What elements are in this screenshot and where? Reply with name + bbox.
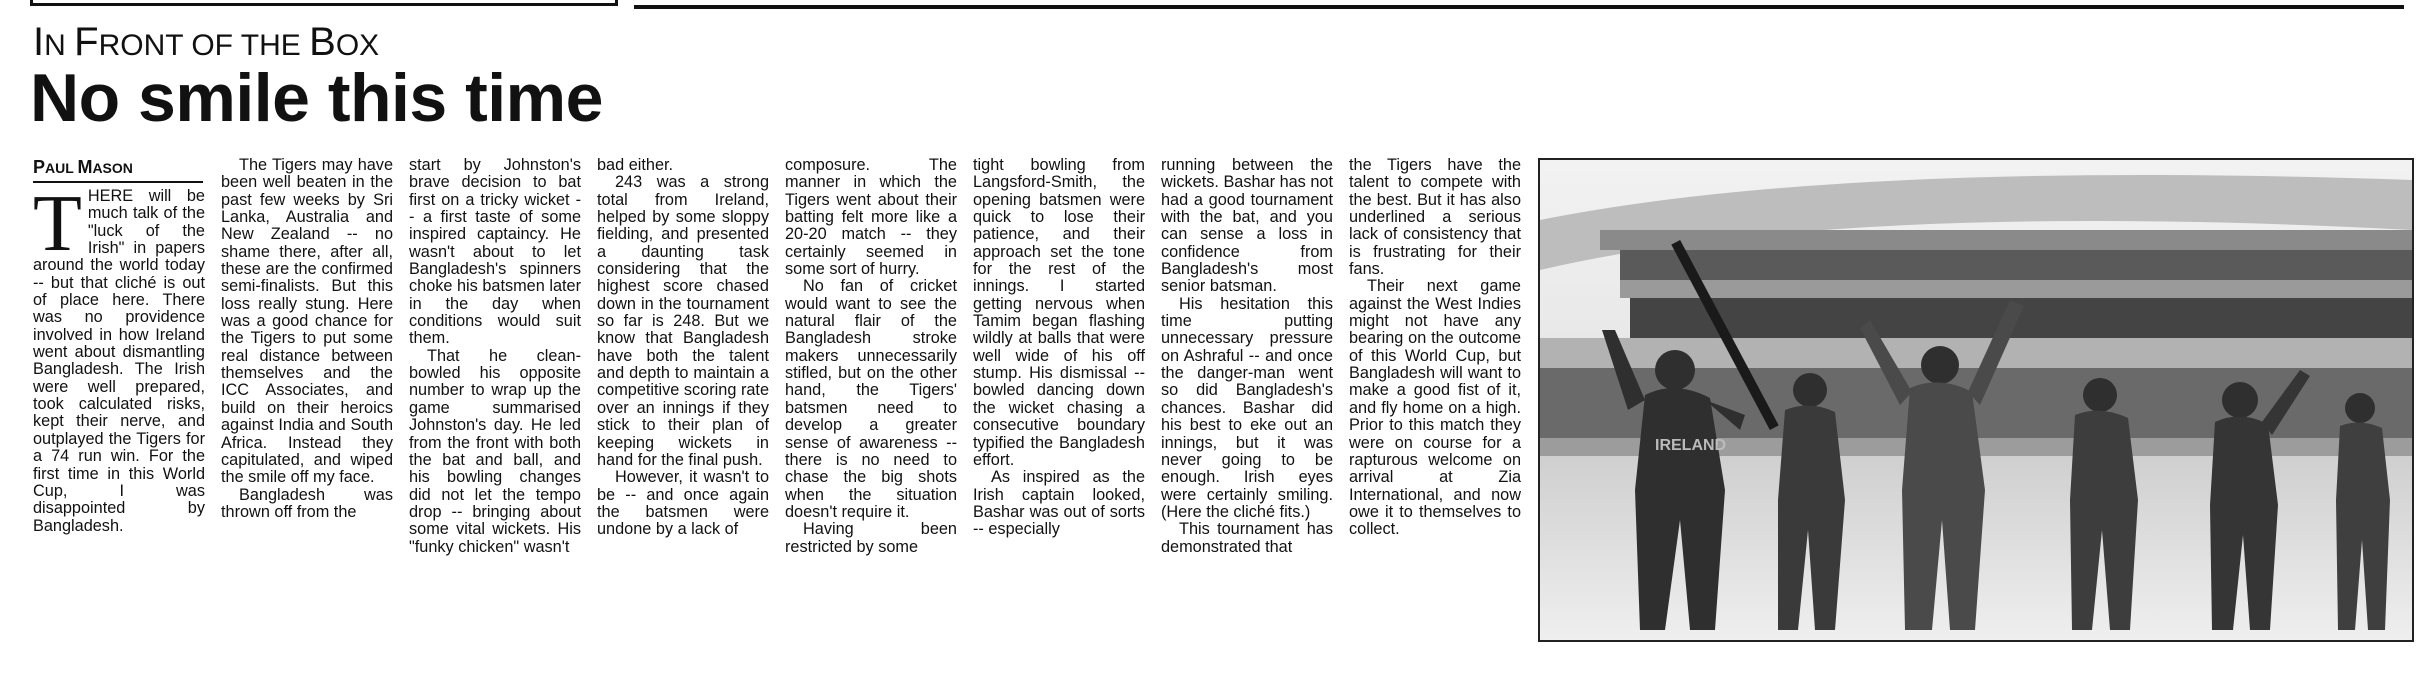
- article-column-5: [785, 157, 957, 556]
- article-column-3: [409, 157, 581, 556]
- paragraph: No fan of cricket would want to see the natural flair of the Bangladesh stroke makers unnecessarily stifled, but on the other hand, the Tigers' batsmen need to develop a greater sense of awareness -- there is no need to chase the big shots when the situation doesn't require it.: [785, 277, 957, 521]
- photo-illustration: [1540, 160, 2412, 640]
- paragraph: However, it wasn't to be -- and once again the batsmen were undone by a lack of: [597, 468, 769, 539]
- article-column-6: [973, 157, 1145, 539]
- paragraph: 243 was a strong total from Ireland, helped by some sloppy fielding, and presented a daunting task considering that the highest score chased down in the tournament so far is 248. But we know that Bangladesh have both the talent and depth to maintain a competitive scoring rate over an innings if they stick to their plan of keeping wickets in hand for the final push.: [597, 173, 769, 469]
- top-rule: [634, 5, 2404, 9]
- paragraph: tight bowling from Langsford-Smith, the opening batsmen were quick to lose their patience, and their approach set the tone for the rest of the innings. I started getting nervous when Tamim began flashing wildly at balls that were well wide of his off stump. His dismissal -- bowled dancing down the wicket chasing a consecutive boundary typified the Bangladesh effort.: [973, 156, 1145, 469]
- paragraph: bad either.: [597, 156, 674, 174]
- paragraph: running between the wickets. Bashar has not had a good tournament with the bat, and you can sense a loss in confidence from Bangladesh's most senior batsman.: [1161, 156, 1333, 296]
- paragraph: The Tigers may have been well beaten in the past few weeks by Sri Lanka, Australia and New Zealand -- no shame there, after all, these are the confirmed semi-finalists. But this loss really stung. Here was a good chance for the Tigers to put some real distance between themselves and the ICC Associates, and build on their heroics against India and South Africa. Instead they capitulated, and wiped the smile off my face.: [221, 156, 393, 487]
- paragraph: That he clean-bowled his opposite number to wrap up the game summarised Johnston's day. He led from the front with both the bat and ball, and his bowling changes did not let the tempo drop -- bringing about some vital wickets. His "funky chicken" wasn't: [409, 346, 581, 556]
- article-column-7: [1161, 157, 1333, 556]
- paragraph: Bangladesh was thrown off from the: [221, 485, 393, 521]
- section-kicker: IN FRONT OF THE BOX: [33, 20, 380, 64]
- paragraph: the Tigers have the talent to compete with the best. But it has also underlined a serious lack of consistency that is frustrating for their fans.: [1349, 156, 1521, 279]
- paragraph: His hesitation this time putting unnecessary pressure on Ashraful -- and once the danger-man went so did Bangladesh's chances. Bashar did his best to eke out an innings, but it was never going to be enough. Irish eyes were certainly smiling. (Here the cliché fits.): [1161, 294, 1333, 521]
- article-column-2: [221, 157, 393, 521]
- paragraph: This tournament has demonstrated that: [1161, 520, 1333, 556]
- byline: PAUL MASON: [33, 156, 203, 183]
- drop-cap: T: [33, 180, 82, 268]
- paragraph: start by Johnston's brave decision to bat first on a tricky wicket - - a first taste of some inspired captaincy. He wasn't about to let Bangladesh's spinners choke his batsmen later in the day when conditions would suit them.: [409, 156, 581, 348]
- paragraph: Their next game against the West Indies might not have any bearing on the outcome of this World Cup, but Bangladesh will want to make a good fist of it, and fly home on a high. Prior to this match they were on course for a rapturous welcome on arrival at Zia International, and now owe it to themselves to collect.: [1349, 277, 1521, 539]
- headline: No smile this time: [30, 60, 603, 136]
- article-column-4: [597, 157, 769, 539]
- paragraph: Having been restricted by some: [785, 520, 957, 556]
- shirt-text: IRELAND: [1655, 437, 1727, 454]
- top-left-frame: [30, 0, 618, 6]
- column-text: HERE will be much talk of the "luck of the Irish" in papers around the world today -- but that cliché is out of place here. There was no providence involved in how Ireland went about dismantling Bangladesh. The Irish were well prepared, took calculated risks, kept their nerve, and outplayed the Tigers for a 74 run win. For the first time in this World Cup, I was disappointed by Bangladesh.: [33, 187, 205, 535]
- paragraph: As inspired as the Irish captain looked, Bashar was out of sorts -- especially: [973, 468, 1145, 539]
- paragraph: composure. The manner in which the Tigers went about their batting felt more like a 20-20 match -- they certainly seemed in some sort of hurry.: [785, 156, 957, 279]
- article-column-8: [1349, 157, 1521, 539]
- article-column-1: [33, 180, 205, 535]
- article-photo: [1538, 158, 2414, 642]
